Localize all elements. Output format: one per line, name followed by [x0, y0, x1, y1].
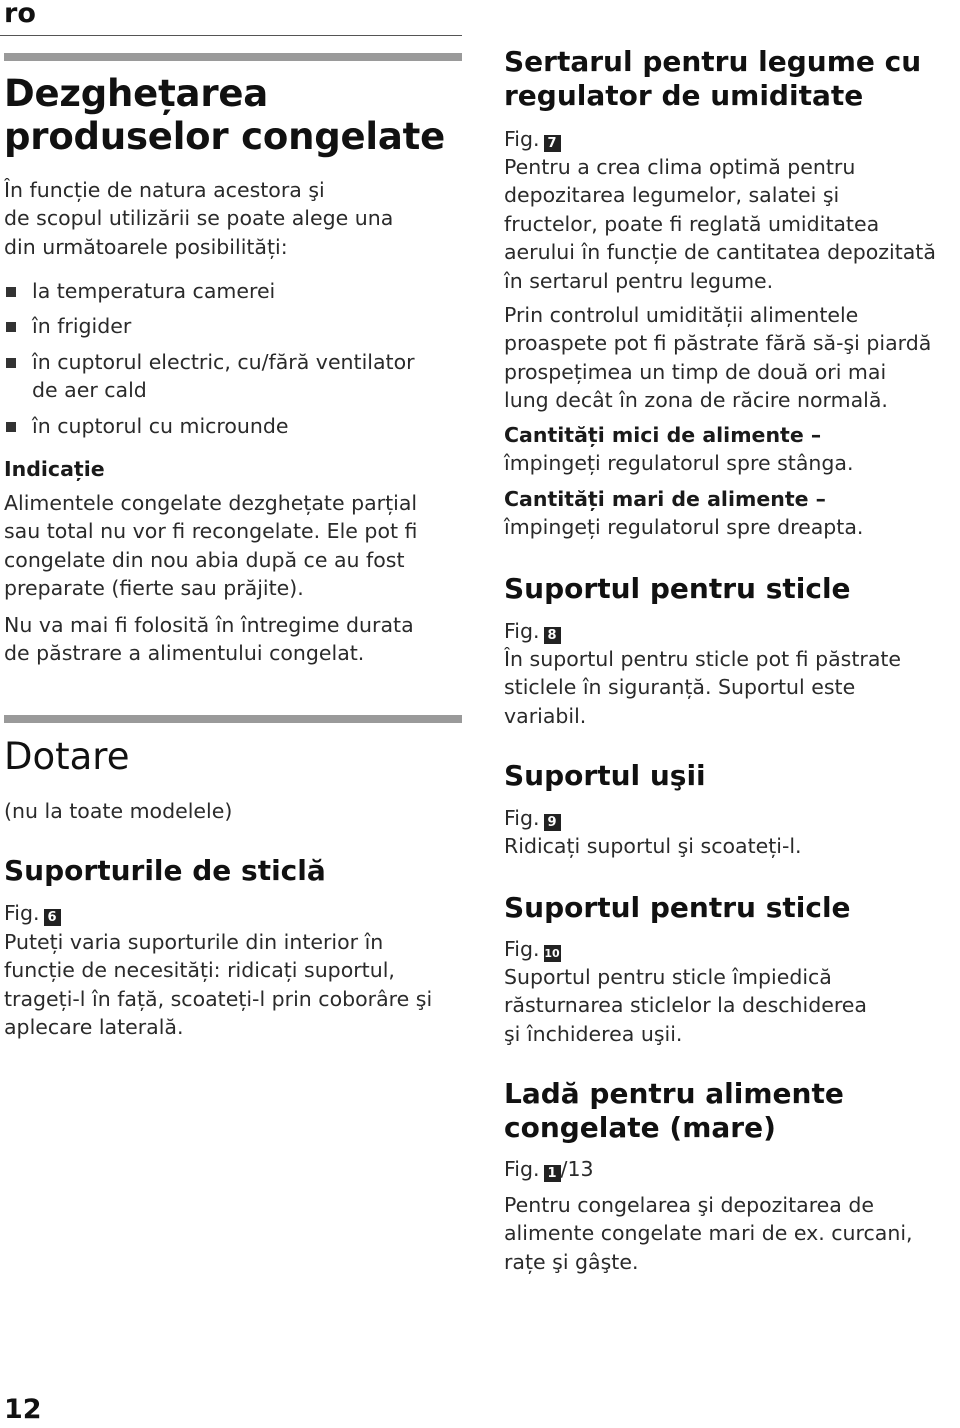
list-item: în cuptorul electric, cu/fără ventilator de aer cald [4, 348, 462, 405]
note-text: Alimentele congelate dezghețate parțial sau total nu vor fi recongelate. Ele pot fi congelate din nou abia după ce au fost preparate (fierte sau prăjite). [4, 491, 418, 601]
bottle-rack-text: În suportul pentru sticle pot fi păstrate sticlele în siguranță. Suportul este variabil. [504, 647, 902, 728]
thaw-options-list [4, 277, 462, 447]
page-number: 12 [4, 1394, 42, 1425]
list-item: în frigider [4, 312, 462, 340]
section-bar-equipment [4, 715, 462, 723]
small-quantities-note: Cantități mici de alimente – împingeți regulatorul spre stânga. [504, 423, 854, 476]
door-fig-ref: Fig. 9 [504, 804, 561, 832]
glass-shelves-title: Suporturile de sticlă [4, 854, 326, 887]
freezer-box-title: Ladă pentru alimente congelate (mare) [504, 1077, 844, 1144]
figure-number-badge: 6 [44, 909, 61, 926]
door-shelf-title: Suportul uşii [504, 759, 706, 792]
thaw-title-line-1: Dezghețarea [4, 72, 269, 115]
note-title: Indicație [4, 457, 105, 481]
figure-number-badge: 1 [544, 1165, 561, 1182]
figure-number-badge: 8 [544, 627, 561, 644]
bottle-rack-title: Suportul pentru sticle [504, 572, 851, 605]
large-quantities-note: Cantități mari de alimente – împingeți regulatorul spre dreapta. [504, 487, 864, 540]
veg-text-2: Prin controlul umidității alimentele proaspete pot fi păstrate fără să-şi piardă prospețimea un timp de două ori mai lung decât în zona de răcire normală. [504, 303, 932, 413]
thaw-intro-line: din următoarele posibilități: [4, 234, 288, 259]
thaw-intro-line: În funcție de natura acestora şi [4, 178, 325, 202]
thaw-intro [4, 176, 393, 261]
equipment-title: Dotare [4, 735, 130, 778]
door-shelf-text: Ridicați suportul şi scoateți-l. [504, 834, 802, 858]
note-text-2: Nu va mai fi folosită în întregime durata de păstrare a alimentului congelat. [4, 613, 414, 666]
equipment-subtitle: (nu la toate modelele) [4, 799, 233, 823]
figure-number-badge: 9 [544, 814, 561, 831]
freezer-fig-ref: Fig. 1 /13 [504, 1157, 594, 1181]
bottle-holder-fig-ref: Fig. 10 [504, 937, 560, 961]
list-item: în cuptorul cu microunde [4, 412, 462, 440]
header-rule [0, 35, 462, 36]
vegetable-drawer-title: Sertarul pentru legume cu regulator de umiditate [504, 45, 922, 112]
veg-text-1: Pentru a crea clima optimă pentru depozitarea legumelor, salatei şi fructelor, poate fi reglată umiditatea aerului în funcție de cantitatea depozitată în sertarul pentru legume. [504, 155, 936, 293]
bottle-fig-ref: Fig. 8 [504, 617, 561, 645]
language-code: ro [4, 0, 36, 29]
bullet-square-icon [6, 322, 16, 332]
bullet-square-icon [6, 358, 16, 368]
list-item: la temperatura camerei [4, 277, 462, 305]
figure-number-badge: 7 [544, 135, 561, 152]
veg-fig-ref: Fig. 7 [504, 125, 561, 153]
thaw-title [4, 72, 445, 158]
figure-number-badge: 10 [544, 947, 560, 960]
bottle-holder-title: Suportul pentru sticle [504, 891, 851, 924]
bullet-square-icon [6, 287, 16, 297]
section-bar-thawing [4, 53, 462, 61]
thaw-intro-line: de scopul utilizării se poate alege una [4, 206, 394, 231]
freezer-box-text: Pentru congelarea şi depozitarea de alimente congelate mari de ex. curcani, rațe şi gâşte. [504, 1193, 913, 1274]
thaw-title-line-2: produselor congelate [4, 115, 446, 158]
glass-fig-ref: Fig. 6 [4, 899, 61, 927]
glass-shelves-text: Puteți varia suporturile din interior în funcție de necesități: ridicați suportul, trageți-l în față, scoateți-l prin coborâre şi aplecare laterală. [4, 930, 433, 1040]
bottle-holder-text: Suportul pentru sticle împiedică răsturnarea sticlelor la deschiderea şi închiderea uşii. [504, 965, 867, 1046]
bullet-square-icon [6, 422, 16, 432]
